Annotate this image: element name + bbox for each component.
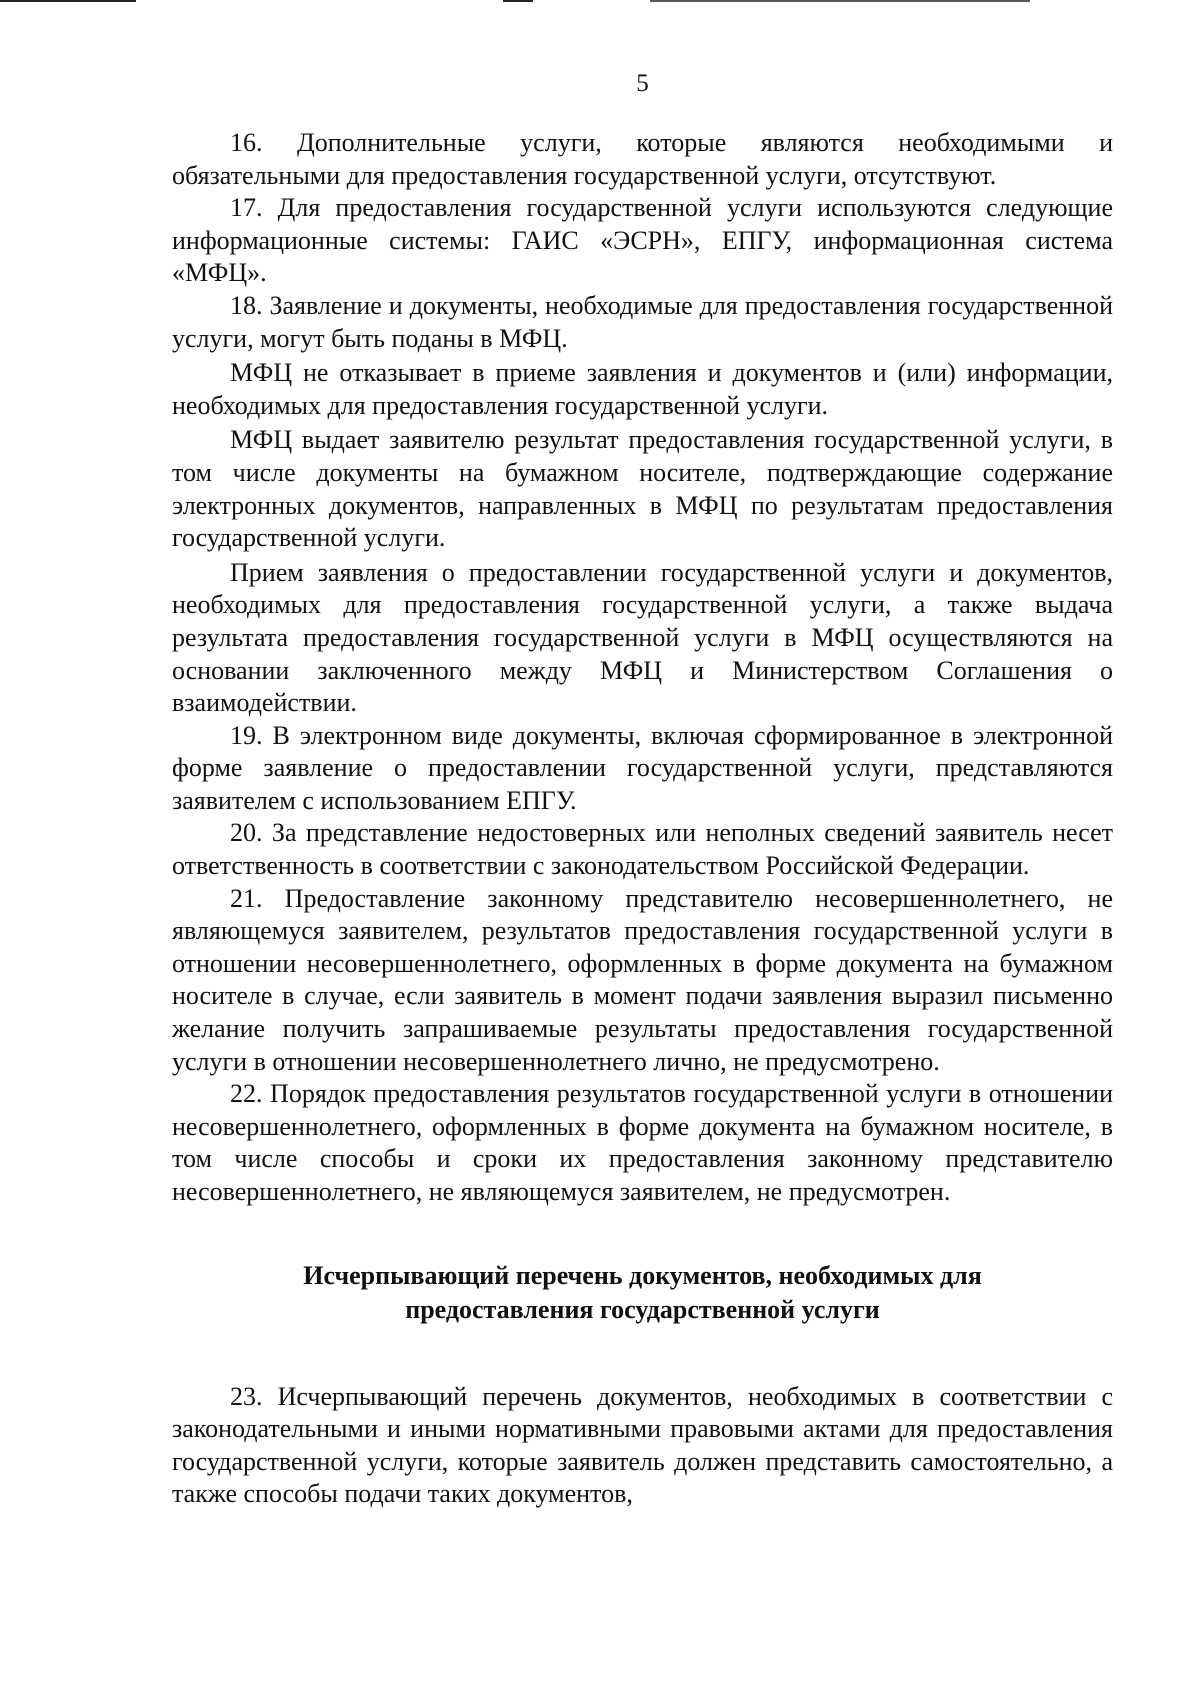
paragraph-16: 16. Дополнительные услуги, которые являются необходимыми и обязательными для предоставления государственной услуги, отсутствуют. xyxy=(172,128,1113,190)
section-heading-line-1: Исчерпывающий перечень документов, необходимых для xyxy=(303,1260,982,1290)
paragraph-mfc-no-refusal: МФЦ не отказывает в приеме заявления и документов и (или) информации, необходимых для предоставления государственной услуги. xyxy=(172,358,1113,420)
paragraph-17: 17. Для предоставления государственной услуги используются следующие информационные системы: ГАИС «ЭСРН», ЕПГУ, информационная система «МФЦ». xyxy=(172,193,1113,288)
scan-artifact-top-left xyxy=(0,0,136,2)
paragraph-20: 20. За представление недостоверных или неполных сведений заявитель несет ответственность в соответствии с законодательством Российской Федерации. xyxy=(172,818,1113,881)
paragraph-23: 23. Исчерпывающий перечень документов, необходимых в соответствии с законодательными и иными нормативными правовыми актами для предоставления государственной услуги, которые заявитель должен представить самостоятельно, а также способы подачи таких документов, xyxy=(172,1381,1113,1509)
paragraph-application-acceptance: Прием заявления о предоставлении государственной услуги и документов, необходимых для предоставления государственной услуги, а также выдача результата предоставления государственной услуги в МФЦ осуществляются на основании заключенного между МФЦ и Министерством Соглашения о взаимодействии. xyxy=(172,557,1113,718)
paragraph-18: 18. Заявление и документы, необходимые для предоставления государственной услуги, могут быть поданы в МФЦ. xyxy=(172,290,1113,353)
section-heading-line-2: предоставления государственной услуги xyxy=(405,1294,880,1324)
page-number: 5 xyxy=(636,70,649,97)
paragraph-22: 22. Порядок предоставления результатов государственной услуги в отношении несовершеннолетнего, оформленных в форме документа на бумажном носителе, в том числе способы и сроки их предоставления законному представителю несовершеннолетнего, не являющемуся заявителем, не предусмотрен. xyxy=(172,1079,1113,1206)
section-heading xyxy=(172,1259,1113,1327)
scan-artifact-top-right xyxy=(650,0,1030,2)
paragraph-19: 19. В электронном виде документы, включая сформированное в электронной форме заявление о предоставлении государственной услуги, представляются заявителем с использованием ЕПГУ. xyxy=(172,720,1113,815)
paragraph-21: 21. Предоставление законному представителю несовершеннолетнего, не являющемуся заявителем, результатов предоставления государственной услуги в отношении несовершеннолетнего, оформленных в форме документа на бумажном носителе в случае, если заявитель в момент подачи заявления выразил письменно желание получить запрашиваемые результаты предоставления государственной услуги в отношении несовершеннолетнего лично, не предусмотрено. xyxy=(172,883,1113,1076)
scan-artifact-top-center xyxy=(503,0,533,2)
paragraph-mfc-issues-result: МФЦ выдает заявителю результат предоставления государственной услуги, в том числе документы на бумажном носителе, подтверждающие содержание электронных документов, направленных в МФЦ по результатам предоставления государственной услуги. xyxy=(172,425,1113,553)
document-body xyxy=(172,127,1113,1511)
